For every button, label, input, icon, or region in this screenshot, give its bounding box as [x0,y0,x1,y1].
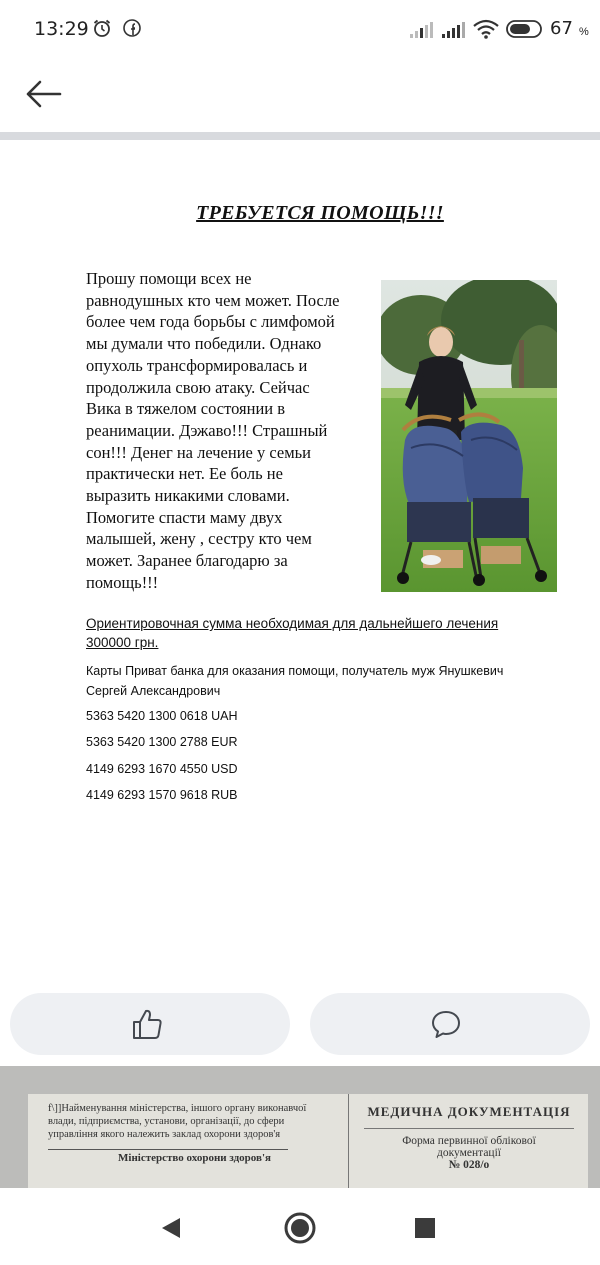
document-header-right [364,1104,574,1171]
appeal-line: сон!!! Денег на лечение у семьи [86,442,312,462]
circle-home-icon[interactable] [283,1211,317,1245]
document-form-line: Форма первинної облікової [402,1135,536,1147]
signal-icon [410,22,436,38]
document-divider [348,1094,349,1188]
alarm-icon [92,18,112,38]
appeal-line: опухоль трансформировалась и [86,355,308,375]
battery-unit: % [579,26,589,38]
card-number-uah: 5363 5420 1300 0618 UAH [86,709,238,723]
square-recents-icon[interactable] [414,1217,436,1239]
appeal-line: более чем года борьбы с лимфомой [86,312,335,332]
document-header-line: f\]]Найменування міністерства, іншого органу виконавчої [48,1103,307,1114]
status-time: 13:29 [34,18,89,40]
cards-info-line: Карты Приват банка для оказания помощи, получатель муж Янушкевич [86,664,504,678]
appeal-line: равнодушных кто чем может. После [86,290,340,310]
wifi-icon [473,19,499,39]
appeal-line: Помогите спасти маму двух [86,507,283,527]
battery-level: 67 [550,18,573,39]
like-button[interactable] [10,993,290,1055]
document-form-number: № 028/о [448,1159,490,1171]
appeal-line: Вика в тяжелом состоянии в [86,399,286,419]
arrow-left-icon [20,76,64,112]
ministry-name: Міністерство охорони здоров'я [48,1149,288,1165]
thumbs-up-icon [130,1007,164,1041]
triangle-back-icon[interactable] [158,1215,184,1241]
appeal-line: малышей, жену , сестру кто чем [86,529,312,549]
appeal-line: продолжила свою атаку. Сейчас [86,377,310,397]
amount-value: 300000 грн. [86,635,159,650]
back-button[interactable] [20,76,64,112]
cards-info-line: Сергей Александрович [86,684,221,698]
appeal-line: реанимации. Дэжаво!!! Страшный [86,420,328,440]
app-bar [0,60,600,132]
appeal-line: может. Заранее благодарю за [86,551,288,571]
divider [0,132,600,140]
battery-icon [506,20,546,38]
cards-info [86,661,536,701]
signal-icon [442,22,468,38]
facebook-icon [122,18,142,38]
document-header-line: управління якого належить заклад охорони здоров'я [48,1129,281,1140]
post-image[interactable] [0,140,600,980]
family-photo [381,280,557,592]
card-number-eur: 5363 5420 1300 2788 EUR [86,735,238,749]
comment-button[interactable] [310,993,590,1055]
document-paper [28,1094,588,1188]
appeal-line: Прошу помощи всех не [86,269,252,288]
appeal-line: практически нет. Ее боль не [86,464,283,484]
appeal-line: мы думали что победили. Однако [86,334,322,354]
amount-text [86,614,546,652]
navigation-bar [0,1188,600,1265]
appeal-line: помощь!!! [86,572,159,592]
card-number-rub: 4149 6293 1570 9618 RUB [86,788,238,802]
document-form-line: документації [437,1147,501,1159]
appeal-line: выразить никакими словами. [86,486,290,506]
card-number-usd: 4149 6293 1670 4550 USD [86,762,238,776]
flyer-heading: ТРЕБУЕТСЯ ПОМОЩЬ!!! [196,202,444,224]
comment-icon [430,1008,462,1040]
status-bar [0,0,600,60]
document-header-line: влади, підприємства, установи, організації, до сфери [48,1116,285,1127]
appeal-text [86,268,376,594]
document-title: МЕДИЧНА ДОКУМЕНТАЦІЯ [364,1104,574,1129]
document-header-left [48,1102,338,1165]
amount-line: Ориентировочная сумма необходимая для дальнейшего лечения [86,616,499,631]
next-post-image[interactable] [0,1066,600,1188]
